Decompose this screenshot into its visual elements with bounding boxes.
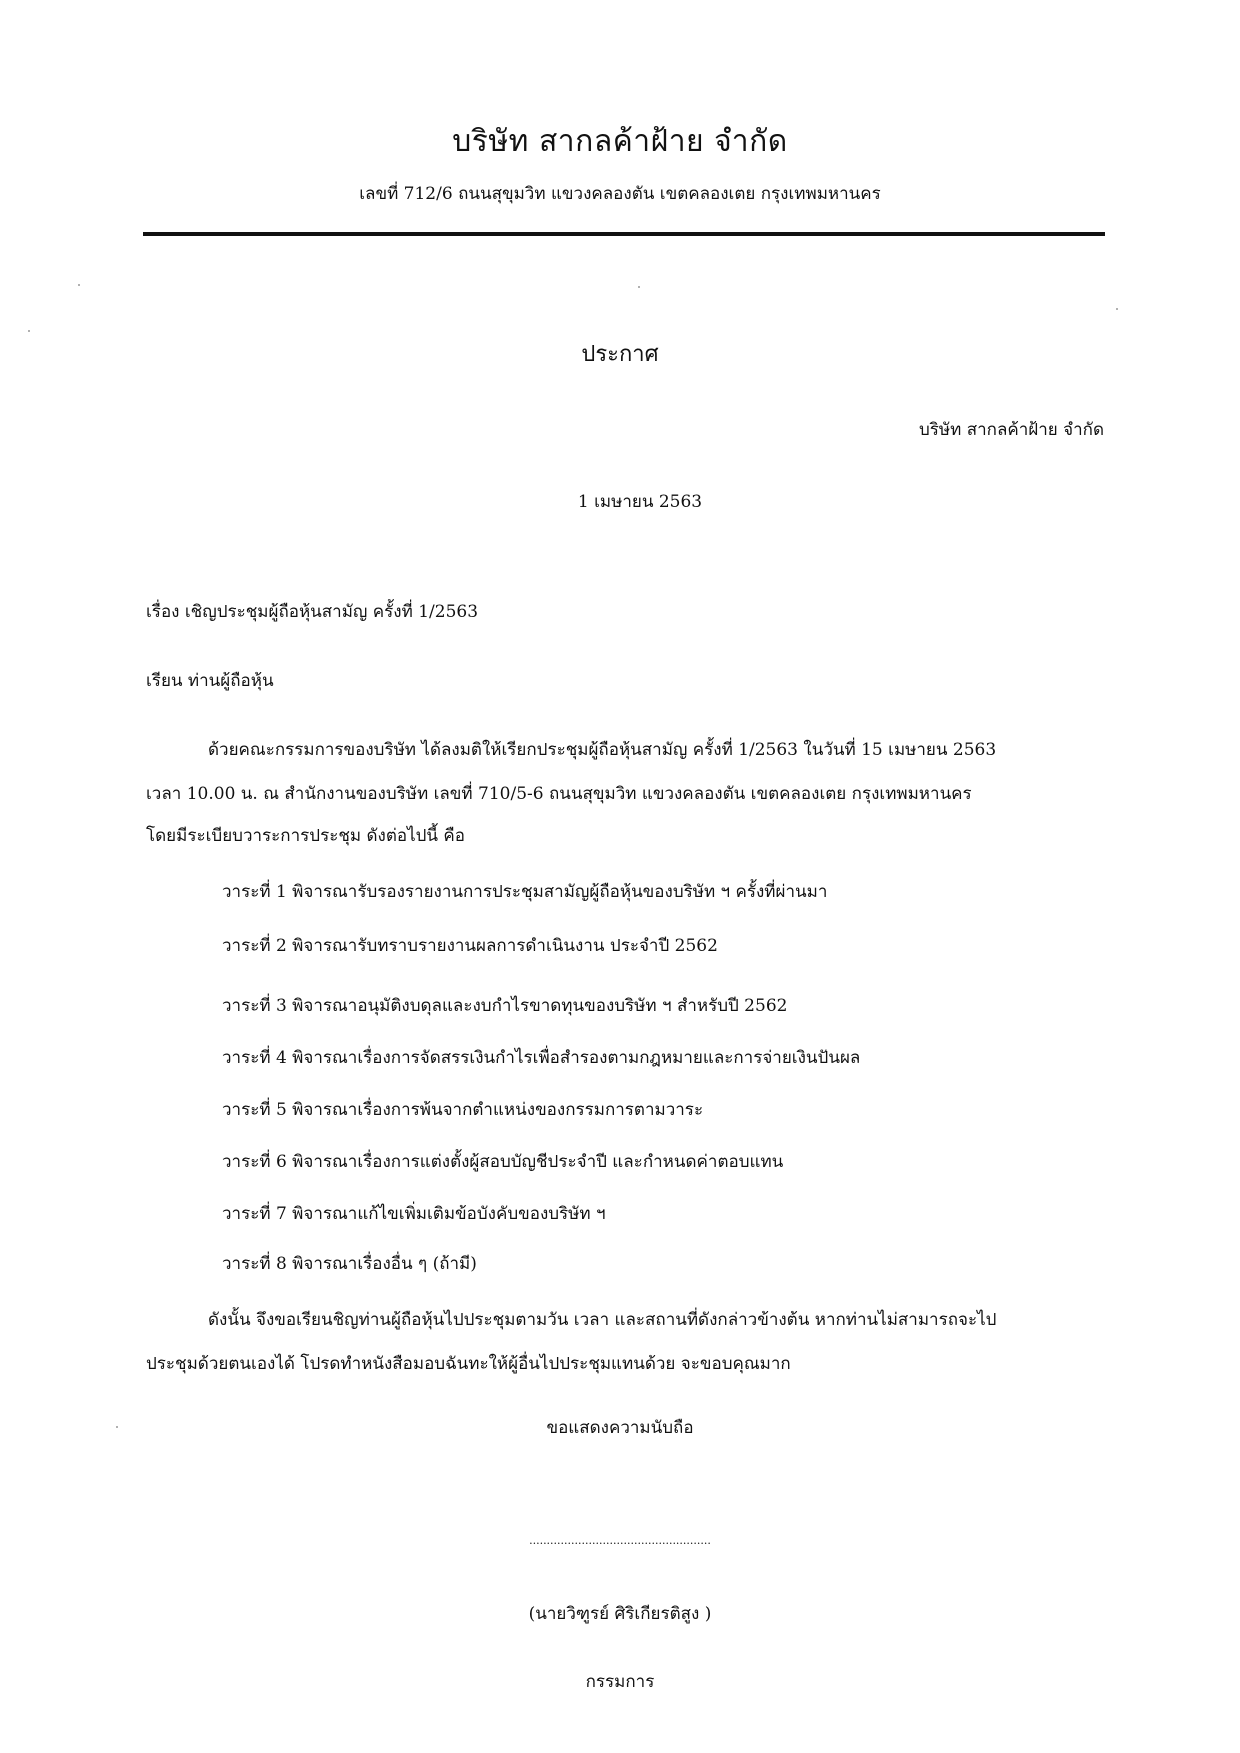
company-address: เลขที่ 712/6 ถนนสุขุมวิท แขวงคลองตัน เขตคลองเตย กรุงเทพมหานคร [359,184,881,204]
closing-line: ประชุมด้วยตนเองได้ โปรดทำหนังสือมอบฉันทะให้ผู้อื่นไปประชุมแทนด้วย จะขอบคุณมาก [146,1354,791,1374]
agenda-item: วาระที่ 1 พิจารณารับรองรายงานการประชุมสามัญผู้ถือหุ้นของบริษัท ฯ ครั้งที่ผ่านมา [222,882,828,902]
signature-line: .................................................... [529,1534,711,1547]
agenda-item: วาระที่ 5 พิจารณาเรื่องการพ้นจากตำแหน่งของกรรมการตามวาระ [222,1100,704,1120]
announcement-heading: ประกาศ [581,342,659,367]
announcement-date: 1 เมษายน 2563 [577,492,703,512]
body-line: โดยมีระเบียบวาระการประชุม ดังต่อไปนี้ คือ [146,826,466,846]
signer-title: กรรมการ [585,1672,655,1692]
scan-speck [116,1426,118,1428]
agenda-item: วาระที่ 4 พิจารณาเรื่องการจัดสรรเงินกำไรเพื่อสำรองตามกฎหมายและการจ่ายเงินปันผล [222,1048,861,1068]
closing-line: ดังนั้น จึงขอเรียนชิญท่านผู้ถือหุ้นไปประชุมตามวัน เวลา และสถานที่ดังกล่าวข้างต้น หากท่านไม่สามารถจะไป [208,1310,997,1330]
salutation: เรียน ท่านผู้ถือหุ้น [146,671,274,691]
signer-name: (นายวิฑูรย์ ศิริเกียรติสูง ) [528,1604,712,1624]
subject-line: เรื่อง เชิญประชุมผู้ถือหุ้นสามัญ ครั้งที่ 1/2563 [146,602,479,622]
scan-speck [638,286,640,288]
scan-speck [78,284,80,286]
agenda-item: วาระที่ 8 พิจารณาเรื่องอื่น ๆ (ถ้ามี) [222,1254,477,1274]
scan-speck [28,330,30,332]
agenda-item: วาระที่ 6 พิจารณาเรื่องการแต่งตั้งผู้สอบบัญชีประจำปี และกำหนดค่าตอบแทน [222,1152,784,1172]
agenda-item: วาระที่ 2 พิจารณารับทราบรายงานผลการดำเนินงาน ประจำปี 2562 [222,936,718,956]
agenda-item: วาระที่ 3 พิจารณาอนุมัติงบดุลและงบกำไรขาดทุนของบริษัท ฯ สำหรับปี 2562 [222,996,788,1016]
body-line: ด้วยคณะกรรมการของบริษัท ได้ลงมติให้เรียกประชุมผู้ถือหุ้นสามัญ ครั้งที่ 1/2563 ในวันที่ 15 เมษายน 2563 [208,740,997,760]
scan-speck [1116,308,1118,310]
issuer-name: บริษัท สากลค้าฝ้าย จำกัด [919,420,1104,440]
regards: ขอแสดงความนับถือ [546,1418,694,1438]
agenda-item: วาระที่ 7 พิจารณาแก้ไขเพิ่มเติมข้อบังคับของบริษัท ฯ [222,1204,606,1224]
letterhead-divider [143,232,1105,236]
company-name: บริษัท สากลค้าฝ้าย จำกัด [452,124,788,159]
body-line: เวลา 10.00 น. ณ สำนักงานของบริษัท เลขที่ 710/5-6 ถนนสุขุมวิท แขวงคลองตัน เขตคลองเตย กรุงเทพมหานคร [146,784,972,804]
